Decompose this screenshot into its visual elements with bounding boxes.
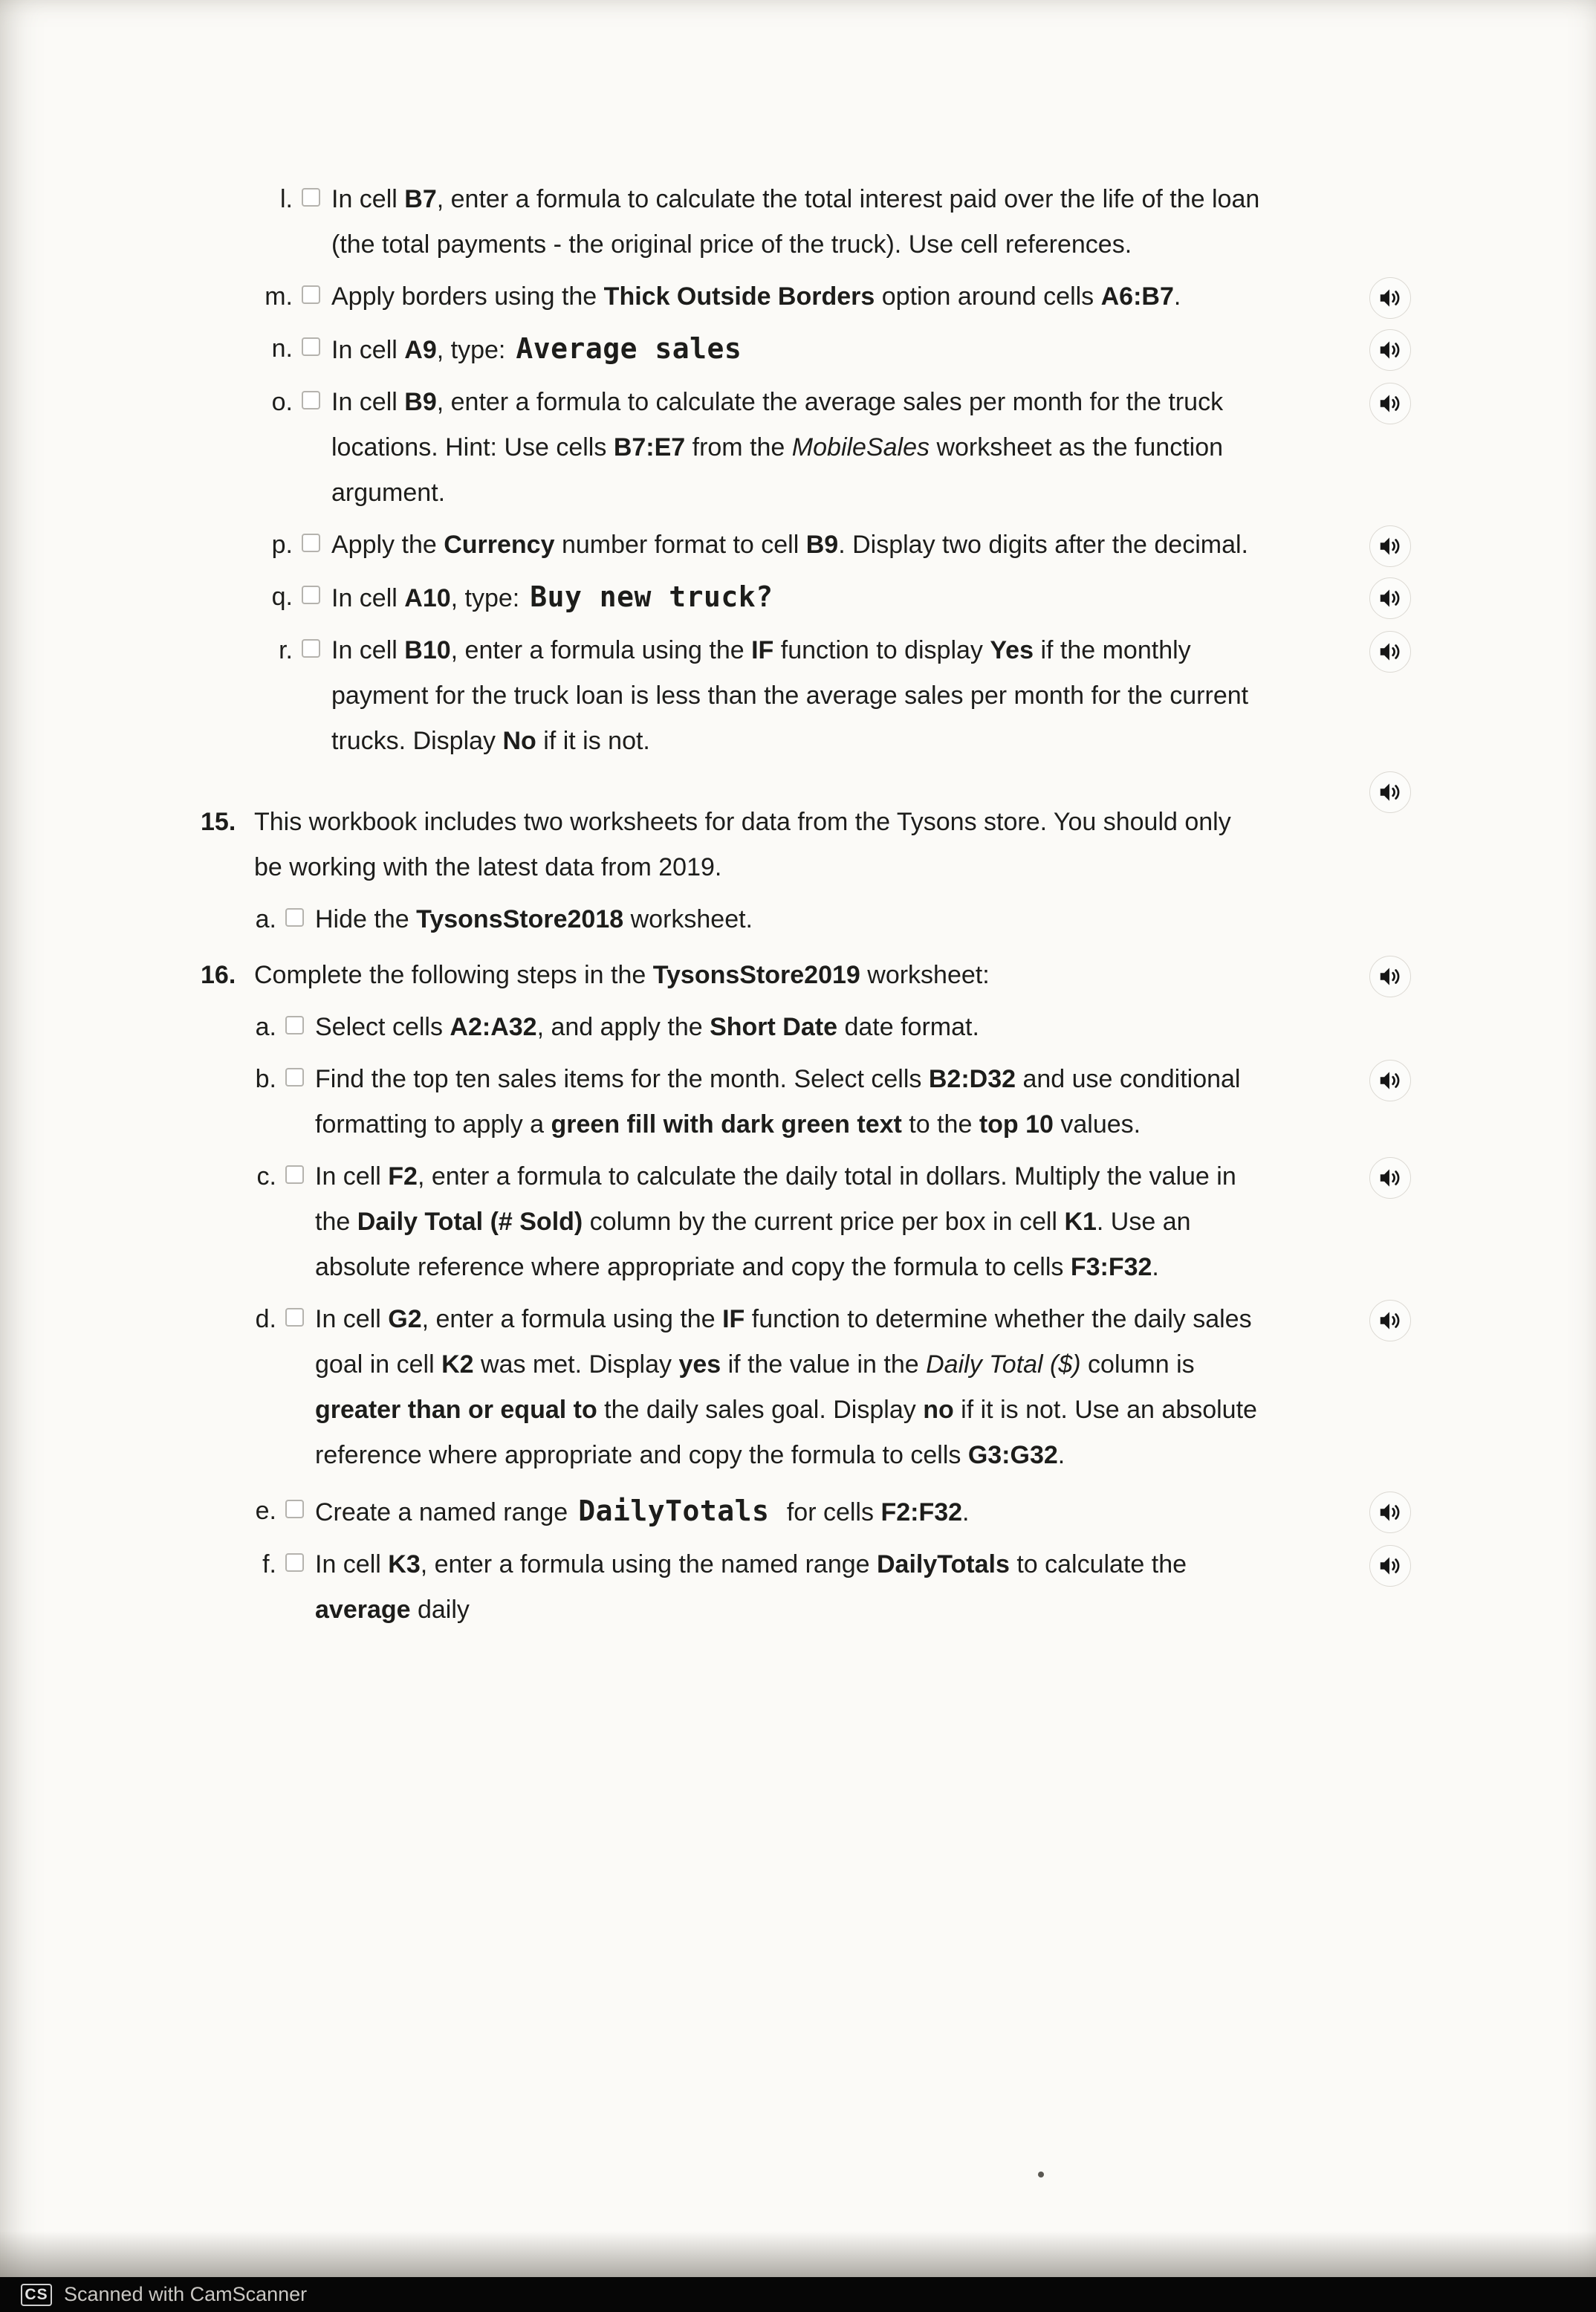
audio-button[interactable]: [1369, 329, 1411, 371]
text-segment: In cell: [331, 185, 405, 213]
text-segment: . Use an absolute reference where appropriate and copy the formula to cells: [315, 1208, 1191, 1281]
text-segment: number format to cell: [554, 531, 806, 559]
text-segment: Buy new truck?: [530, 580, 773, 613]
camscanner-footer: [0, 2277, 1596, 2312]
text-segment: Apply the: [331, 531, 444, 559]
text-segment: was met. Display: [473, 1350, 679, 1379]
task-sublist-16: [245, 1005, 1423, 1633]
task-checkbox[interactable]: [285, 1553, 304, 1572]
text-segment: K2: [441, 1350, 474, 1379]
text-segment: the daily sales goal. Display: [597, 1396, 924, 1424]
text-segment: No: [502, 727, 536, 755]
text-segment: average: [315, 1596, 411, 1624]
text-segment: B2:D32: [928, 1065, 1016, 1093]
text-segment: , enter a formula to calculate the daily total in dollars. Multiply the value in the: [315, 1162, 1236, 1236]
text-segment: .: [962, 1498, 970, 1526]
audio-button[interactable]: [1369, 1492, 1411, 1533]
text-segment: MobileSales: [791, 433, 930, 462]
task-checkbox[interactable]: [302, 391, 320, 409]
text-segment: top 10: [979, 1110, 1054, 1139]
task-item-l: [262, 177, 1423, 268]
task-item-16c: [245, 1154, 1423, 1290]
text-segment: Create a named range: [315, 1498, 568, 1526]
item-label: m.: [265, 282, 293, 311]
text-segment: Find the top ten sales items for the month. Select cells: [315, 1065, 929, 1093]
task-checkbox[interactable]: [302, 534, 320, 552]
text-segment: A2:A32: [450, 1013, 537, 1041]
task-item-m: [262, 274, 1423, 320]
text-segment: In cell: [331, 336, 405, 364]
text-segment: G3:G32: [967, 1441, 1058, 1469]
audio-button[interactable]: [1369, 1157, 1411, 1199]
text-segment: if it is not. Use an absolute reference where appropriate and copy the formula to cells: [315, 1396, 1257, 1469]
task-content: [201, 177, 1423, 1639]
task-checkbox[interactable]: [302, 285, 320, 304]
text-segment: column by the current price per box in cell: [583, 1208, 1065, 1236]
item-text: [315, 897, 753, 942]
text-segment: , enter a formula to calculate the total interest paid over the life of the loan (the total payments - the original price of the truck). Use cell references.: [331, 185, 1260, 259]
text-segment: , type:: [450, 584, 520, 612]
text-segment: In cell: [331, 584, 405, 612]
text-segment: . Display two digits after the decimal.: [838, 531, 1249, 559]
text-segment: function to determine whether the daily sales goal in cell: [315, 1305, 1252, 1379]
text-segment: Currency: [444, 531, 555, 559]
text-segment: worksheet:: [860, 961, 990, 989]
item-text: [331, 326, 752, 373]
item-text: [331, 628, 1275, 764]
text-segment: , enter a formula using the: [421, 1305, 723, 1333]
audio-button[interactable]: [1369, 1300, 1411, 1341]
item-text: [331, 177, 1275, 268]
text-segment: .: [1057, 1441, 1065, 1469]
text-segment: DailyTotals: [877, 1550, 1010, 1578]
text-segment: A9: [404, 336, 437, 364]
task-checkbox[interactable]: [302, 586, 320, 604]
task-checkbox[interactable]: [285, 908, 304, 927]
scan-artifact-dot: [1038, 2172, 1044, 2177]
text-segment: if it is not.: [536, 727, 650, 755]
speaker-icon: [1377, 1165, 1404, 1191]
text-segment: A10: [404, 584, 451, 612]
item-label: p.: [271, 531, 293, 559]
text-segment: Yes: [990, 636, 1034, 664]
text-segment: In cell: [331, 388, 405, 416]
text-segment: from the: [685, 433, 792, 462]
audio-button[interactable]: [1369, 277, 1411, 319]
task-item-q: [262, 574, 1423, 621]
task-checkbox[interactable]: [285, 1500, 304, 1518]
text-segment: K1: [1064, 1208, 1097, 1236]
text-segment: Apply borders using the: [331, 282, 604, 311]
task-sublist-15: [245, 897, 1423, 942]
audio-button[interactable]: [1369, 1545, 1411, 1587]
text-segment: In cell: [315, 1162, 389, 1191]
text-segment: Complete the following steps in the: [254, 961, 653, 989]
text-segment: if the value in the: [721, 1350, 927, 1379]
task-checkbox[interactable]: [285, 1165, 304, 1184]
task-item-16a: [245, 1005, 1423, 1050]
speaker-icon: [1377, 390, 1404, 417]
text-segment: , enter a formula to calculate the average sales per month for the truck locations. Hint: Use cells: [331, 388, 1224, 462]
text-segment: greater than or equal to: [315, 1396, 597, 1424]
text-segment: .: [1173, 282, 1181, 311]
task-checkbox[interactable]: [302, 639, 320, 658]
text-segment: Hide the: [315, 905, 417, 933]
task-item-16: [201, 953, 1423, 998]
text-segment: worksheet as the function argument.: [331, 433, 1224, 507]
item-label: c.: [256, 1162, 276, 1191]
item-label: q.: [271, 583, 293, 611]
text-segment: Average sales: [516, 332, 742, 365]
audio-button[interactable]: [1369, 771, 1411, 813]
task-item-16f: [245, 1542, 1423, 1633]
text-segment: B10: [404, 636, 451, 664]
speaker-icon: [1377, 1067, 1404, 1094]
task-checkbox[interactable]: [285, 1068, 304, 1087]
scan-shadow: [0, 2231, 1596, 2277]
text-segment: B9: [805, 531, 839, 559]
item-number: 15.: [201, 808, 236, 836]
item-label: e.: [255, 1497, 276, 1525]
audio-button[interactable]: [1369, 631, 1411, 673]
text-segment: In cell: [331, 636, 405, 664]
text-segment: option around cells: [875, 282, 1101, 311]
item-label: b.: [255, 1065, 276, 1093]
text-segment: for cells: [779, 1498, 881, 1526]
text-segment: Short Date: [710, 1013, 838, 1041]
item-label: a.: [255, 905, 276, 933]
speaker-icon: [1377, 963, 1404, 990]
text-segment: daily: [410, 1596, 470, 1624]
item-label: n.: [271, 334, 293, 363]
speaker-icon: [1377, 533, 1404, 560]
text-segment: TysonsStore2019: [652, 961, 860, 989]
text-segment: Thick Outside Borders: [603, 282, 875, 311]
item-number: 16.: [201, 961, 236, 989]
text-segment: yes: [678, 1350, 721, 1379]
task-item-n: [262, 326, 1423, 373]
item-text: [315, 1489, 969, 1535]
task-section-15: [201, 800, 1423, 942]
text-segment: F3:F32: [1070, 1253, 1152, 1281]
text-segment: IF: [722, 1305, 745, 1333]
text-segment: B7: [404, 185, 437, 213]
text-segment: IF: [751, 636, 774, 664]
text-segment: F2: [388, 1162, 418, 1191]
item-label: f.: [262, 1550, 276, 1578]
text-segment: , enter a formula using the: [450, 636, 752, 664]
item-text: [315, 1005, 979, 1050]
task-list-letters: [201, 177, 1423, 764]
audio-button[interactable]: [1369, 577, 1411, 619]
text-segment: TysonsStore2018: [416, 905, 624, 933]
text-segment: , type:: [436, 336, 506, 364]
text-segment: Daily Total ($): [926, 1350, 1081, 1379]
item-label: r.: [279, 636, 293, 664]
text-segment: A6:B7: [1100, 282, 1174, 311]
item-text: [315, 1057, 1259, 1147]
text-segment: , enter a formula using the named range: [420, 1550, 877, 1578]
task-checkbox[interactable]: [285, 1308, 304, 1327]
speaker-icon: [1377, 1307, 1404, 1334]
item-text: [315, 1297, 1259, 1478]
item-text: [331, 574, 784, 621]
text-segment: and use conditional formatting to apply a: [315, 1065, 1241, 1139]
text-segment: B7:E7: [613, 433, 686, 462]
audio-button[interactable]: [1369, 1060, 1411, 1101]
speaker-icon: [1377, 638, 1404, 665]
text-segment: In cell: [315, 1305, 389, 1333]
item-text: [315, 1154, 1259, 1290]
task-section-16: [201, 953, 1423, 1633]
item-label: l.: [280, 185, 293, 213]
text-segment: date format.: [837, 1013, 979, 1041]
speaker-icon: [1377, 1499, 1404, 1526]
text-segment: values.: [1053, 1110, 1141, 1139]
task-checkbox[interactable]: [285, 1016, 304, 1034]
text-segment: to calculate the: [1009, 1550, 1187, 1578]
text-segment: Select cells: [315, 1013, 450, 1041]
speaker-icon: [1377, 1552, 1404, 1579]
item-text: [331, 380, 1275, 516]
text-segment: green fill with dark green text: [551, 1110, 902, 1139]
audio-button[interactable]: [1369, 383, 1411, 424]
text-segment: B9: [404, 388, 437, 416]
text-segment: function to display: [773, 636, 990, 664]
speaker-icon: [1377, 337, 1404, 363]
task-item-16e: [245, 1489, 1423, 1535]
item-label: o.: [271, 388, 293, 416]
speaker-icon: [1377, 779, 1404, 806]
audio-button[interactable]: [1369, 525, 1411, 567]
item-text: [254, 953, 990, 998]
text-segment: In cell: [315, 1550, 389, 1578]
task-item-r: [262, 628, 1423, 764]
task-item-15a: [245, 897, 1423, 942]
text-segment: F2:F32: [880, 1498, 963, 1526]
text-segment: column is: [1080, 1350, 1195, 1379]
text-segment: .: [1152, 1253, 1159, 1281]
task-item-16b: [245, 1057, 1423, 1147]
item-label: d.: [255, 1305, 276, 1333]
speaker-icon: [1377, 285, 1404, 311]
audio-button[interactable]: [1369, 956, 1411, 997]
text-segment: DailyTotals: [578, 1495, 770, 1527]
text-segment: Daily Total (# Sold): [357, 1208, 583, 1236]
task-checkbox[interactable]: [302, 188, 320, 207]
item-label: a.: [255, 1013, 276, 1041]
text-segment: if the monthly payment for the truck loan is less than the average sales per month for the current trucks. Display: [331, 636, 1249, 755]
task-item-15: [201, 800, 1423, 890]
task-checkbox[interactable]: [302, 337, 320, 356]
text-segment: K3: [388, 1550, 421, 1578]
camscanner-watermark: Scanned with CamScanner: [64, 2283, 308, 2305]
speaker-icon: [1377, 585, 1404, 612]
text-segment: to the: [901, 1110, 979, 1139]
task-item-p: [262, 522, 1423, 568]
text-segment: G2: [388, 1305, 422, 1333]
task-item-16d: [245, 1297, 1423, 1478]
camscanner-logo: CS: [21, 2284, 52, 2306]
item-text: [315, 1542, 1259, 1633]
item-text: [254, 800, 1250, 890]
text-segment: no: [923, 1396, 954, 1424]
item-text: [331, 274, 1181, 320]
text-segment: , and apply the: [536, 1013, 710, 1041]
task-item-o: [262, 380, 1423, 516]
item-text: [331, 522, 1248, 568]
text-segment: This workbook includes two worksheets for data from the Tysons store. You should only be working with the latest data from 2019.: [254, 808, 1231, 881]
text-segment: worksheet.: [623, 905, 753, 933]
